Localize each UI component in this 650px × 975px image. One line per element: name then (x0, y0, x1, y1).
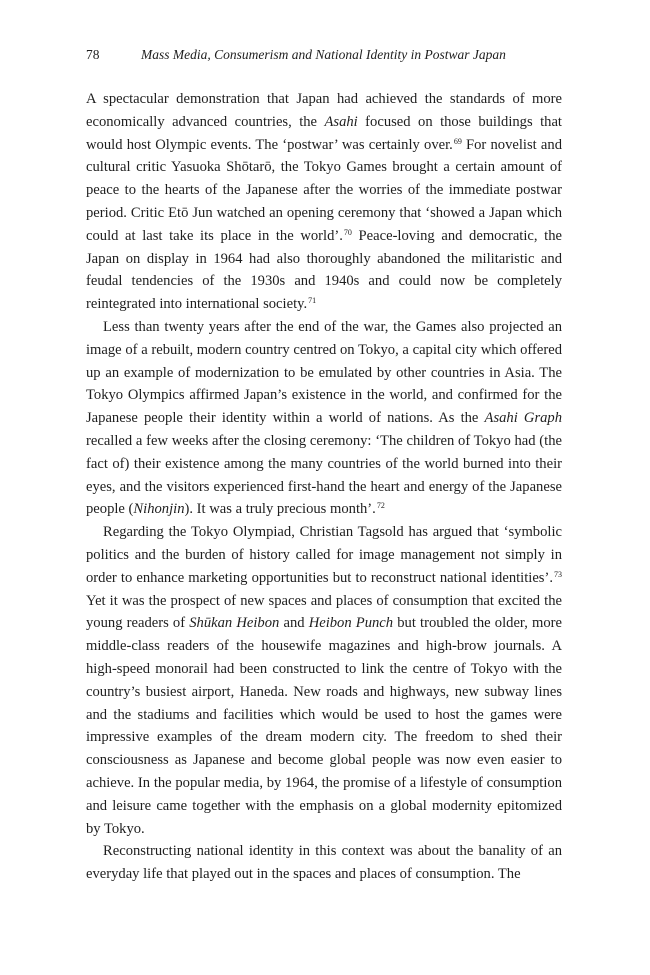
text-run: Peace-loving and democratic, the Japan on display in 1964 had also thoroughly abandoned the militaristic and feudal tendencies of the 1930s and 1940s and could now be completely reintegrated into international society. (86, 227, 562, 313)
text-run: focused on those buildings that would host Olympic events. The ‘postwar’ was certainly over. (86, 113, 562, 153)
footnote-ref: 72 (376, 501, 385, 511)
paragraph (86, 316, 562, 521)
text-run: but troubled the older, more middle-class readers of the housewife magazines and high-brow journals. A high-speed monorail had been constructed to link the centre of Tokyo with the country’s busiest airport, Haneda. New roads and highways, new subway lines and the stadiums and facilities which would be used to host the games were impressive examples of the dream modern city. The freedom to shed their consciousness as Japanese and become global people was now even easier to achieve. In the popular media, by 1964, the promise of a lifestyle of consumption and leisure came together with the emphasis on a global modernity epitomized by Tokyo. (86, 615, 562, 837)
italic-text: Heibon Punch (308, 615, 394, 632)
page-header (86, 46, 566, 64)
body-text (86, 88, 562, 886)
paragraph (86, 88, 562, 316)
text-run: and (279, 615, 309, 632)
text-run: For novelist and cultural critic Yasuoka Shōtarō, the Tokyo Games brought a certain amount of peace to the hearts of the Japanese after the worries of the immediate postwar period. Critic Etō Jun watched an opening ceremony that ‘showed a Japan which could at last take its place in the world’. (86, 136, 562, 244)
italic-text: Nihonjin (133, 501, 185, 518)
paragraph (86, 521, 562, 840)
footnote-ref: 71 (308, 296, 317, 306)
italic-text: Asahi (324, 113, 358, 130)
footnote-ref: 73 (554, 569, 562, 579)
text-run: Reconstructing national identity in this context was about the banality of an everyday life that played out in the spaces and places of consumption. The (86, 843, 562, 883)
italic-text: Asahi Graph (484, 410, 563, 427)
text-run: ). It was a truly precious month’. (184, 501, 376, 518)
footnote-ref: 69 (453, 136, 462, 146)
text-run: recalled a few weeks after the closing ceremony: ‘The children of Tokyo had (the fact of) their existence among the many countries of the world burned into their eyes, and the visitors experienced first-hand the heart and energy of the Japanese people ( (86, 432, 562, 518)
text-run: Regarding the Tokyo Olympiad, Christian Tagsold has argued that ‘symbolic politics and the burden of history called for image management not simply in order to enhance marketing opportunities but to reconstruct national identities’. (86, 524, 562, 586)
text-run: A spectacular demonstration that Japan had achieved the standards of more economically advanced countries, the (86, 91, 562, 130)
page-number: 78 (86, 47, 100, 62)
footnote-ref: 70 (343, 227, 352, 237)
paragraph (86, 840, 562, 886)
text-run: Less than twenty years after the end of the war, the Games also projected an image of a rebuilt, modern country centred on Tokyo, a capital city which offered up an example of modernization to be emulated by other countries in Asia. The Tokyo Olympics affirmed Japan’s existence in the world, and confirmed for the Japanese people their identity within a world of nations. As the (86, 318, 562, 427)
italic-text: Shūkan Heibon (189, 615, 280, 632)
text-run: Yet it was the prospect of new spaces and places of consumption that excited the young readers of (86, 592, 562, 632)
running-title: Mass Media, Consumerism and National Identity in Postwar Japan (141, 47, 506, 62)
